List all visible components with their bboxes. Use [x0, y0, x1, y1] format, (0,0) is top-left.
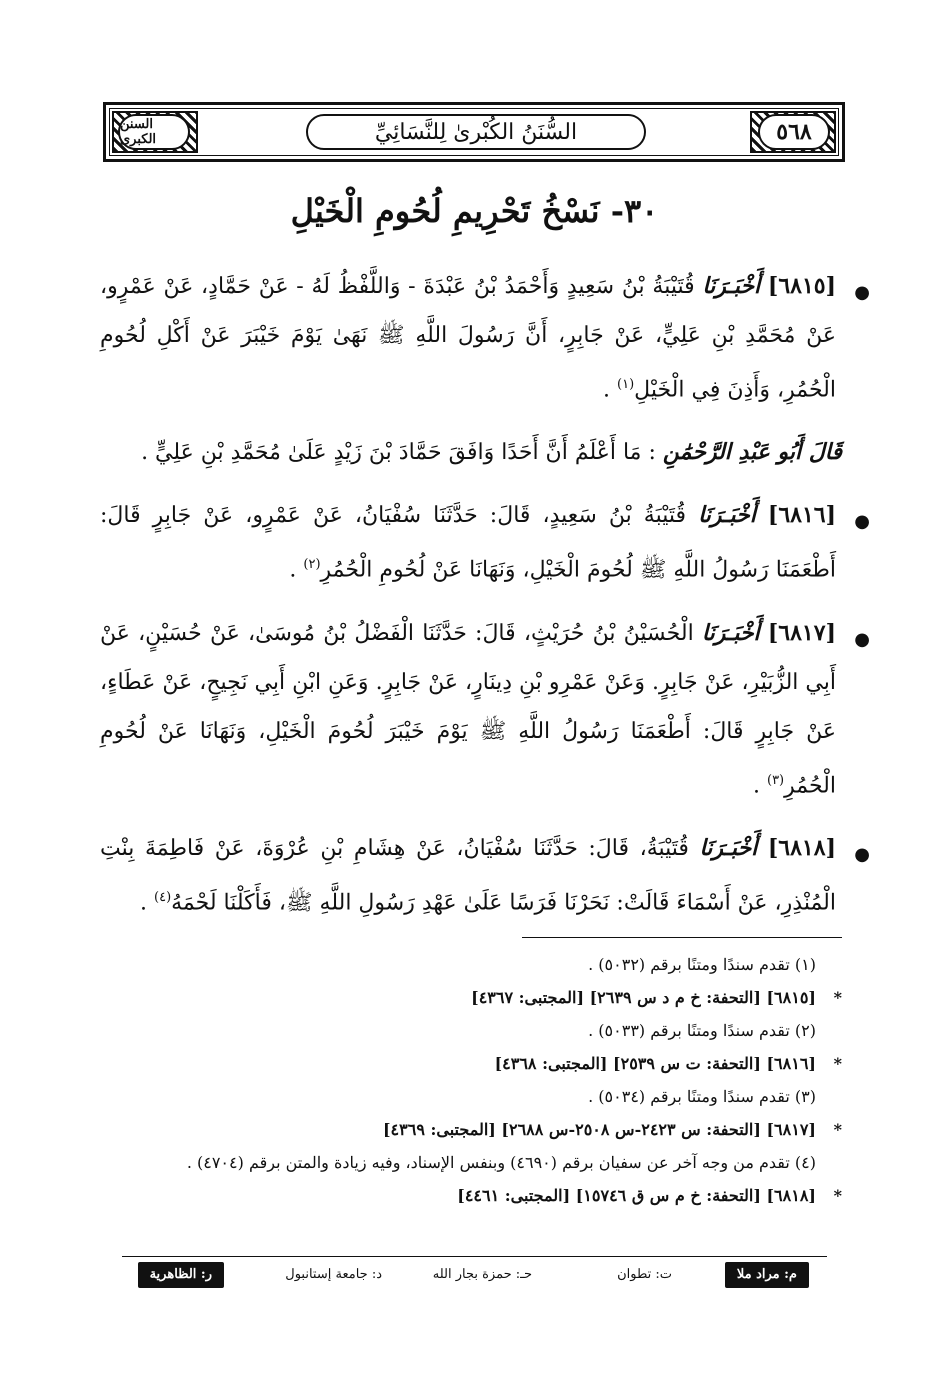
hadith-6815	[100, 262, 870, 414]
footnote-mark: (١)	[617, 377, 635, 392]
bullet-icon: ●	[854, 628, 870, 650]
footnote-4: (٤) تقدم من وجه آخر عن سفيان برقم (٤٦٩٠) وبنفس الإسناد، وفيه زيادة والمتن برقم (٤٧٠٤) .	[186, 1153, 816, 1172]
akhbarana: أَخْبَـرَنَا	[699, 834, 758, 861]
hadith-end: .	[603, 377, 611, 403]
tuhfa-ref-6815	[100, 981, 842, 1014]
footnote-mark: (٤)	[154, 889, 172, 905]
ref-text: [٦٨١٧] [التحفة: س ٢٤٢٣-س ٢٥٠٨-س ٢٦٨٨] [المجتبى: ٤٣٦٩]	[382, 1120, 816, 1139]
seal-cartouche	[118, 114, 190, 150]
siglum-h: حـ: حمزة بجار الله	[432, 1267, 532, 1282]
siglum-t: ت: تطوان	[617, 1267, 672, 1282]
hadith-text: قُتَيْبَةُ بْنُ سَعِيدٍ وَأَحْمَدُ بْنُ عَبْدَةَ - وَاللَّفْظُ لَهُ - عَنْ حَمَّادٍ، عَنْ عَمْرٍو، عَنْ مُحَمَّدِ بْنِ عَلِيٍّ، عَنْ جَابِرٍ، أَنَّ رَسُولَ اللَّهِ ﷺ نَهَىٰ يَوْمَ خَيْبَرَ عَنْ أَكْلِ لُحُومِ الْحُمُرِ، وَأَذِنَ فِي الْخَيْلِ	[100, 274, 836, 403]
footnote-divider	[522, 937, 842, 938]
qal-abu-abdurrahman	[100, 428, 842, 477]
bullet-icon: ●	[854, 511, 870, 533]
chapter-title: ٣٠- نَسْخُ تَحْرِيمِ لُحُومِ الْخَيْلِ	[290, 192, 659, 230]
hadith-end: .	[752, 772, 760, 798]
page-number: ٥٦٨	[776, 119, 812, 145]
akhbarana: أَخْبَـرَنَا	[698, 502, 756, 529]
tuhfa-ref-6817	[100, 1113, 842, 1146]
hadith-number: [٦٨١٨]	[767, 834, 836, 861]
title-cartouche	[306, 114, 646, 150]
hadith-number: [٦٨١٧]	[767, 619, 836, 646]
manuscript-sigla	[122, 1262, 827, 1292]
tuhfa-ref-6818	[100, 1179, 842, 1212]
hadith-number: [٦٨١٦]	[767, 502, 837, 529]
siglum-r: ر: الظاهرية	[138, 1262, 224, 1288]
qal-lead: قَالَ أَبُو عَبْدِ الرَّحْمَٰنِ	[662, 439, 842, 466]
siglum-d: د: جامعة إستانبول	[285, 1267, 382, 1282]
footnote-1: (١) تقدم سندًا ومتنًا برقم (٥٠٣٢) .	[588, 955, 816, 974]
footnotes	[100, 948, 842, 1212]
ref-text: [٦٨١٥] [التحفة: خ م د س ٢٦٣٩] [المجتبى: ٤٣٦٧]	[471, 988, 816, 1007]
hadith-text: الْحُسَيْنُ بْنُ حُرَيْثٍ، قَالَ: حَدَّثَنَا الْفَضْلُ بْنُ مُوسَىٰ، عَنْ حُسَيْنٍ، عَنْ أَبِي الزُّبَيْرِ، عَنْ جَابِرٍ. وَعَنْ عَمْرِو بْنِ دِينَارٍ، عَنْ جَابِرٍ. وَعَنِ ابْنِ أَبِي نَجِيحٍ، عَنْ عَطَاءٍ، عَنْ جَابِرٍ قَالَ: أَطْعَمَنَا رَسُولُ اللَّهِ ﷺ يَوْمَ خَيْبَرَ لُحُومَ الْخَيْلِ، وَنَهَانَا عَنْ لُحُومِ الْحُمُرِ	[100, 620, 836, 798]
footnote-2: (٢) تقدم سندًا ومتنًا برقم (٥٠٣٣) .	[588, 1021, 816, 1040]
star-icon: *	[833, 1054, 842, 1073]
qal-text: : مَا أَعْلَمُ أَنَّ أَحَدًا وَافَقَ حَمَّادَ بْنَ زَيْدٍ عَلَىٰ مُحَمَّدِ بْنِ عَلِيٍّ .	[141, 440, 656, 466]
page-number-cartouche	[758, 114, 830, 150]
star-icon: *	[833, 1120, 842, 1139]
footnote-mark: (٢)	[303, 557, 321, 573]
star-icon: *	[833, 988, 842, 1007]
ref-text: [٦٨١٨] [التحفة: خ م س ق ١٥٧٤٦] [المجتبى: ٤٤٦١]	[457, 1186, 816, 1205]
footnote-mark: (٣)	[766, 772, 785, 788]
hadith-number: [٦٨١٥]	[767, 273, 836, 299]
bullet-icon: ●	[854, 843, 870, 865]
footnote-3: (٣) تقدم سندًا ومتنًا برقم (٥٠٣٤) .	[588, 1087, 816, 1106]
bullet-icon: ●	[854, 282, 870, 303]
star-icon: *	[833, 1186, 842, 1205]
hadith-end: .	[140, 890, 147, 916]
akhbarana: أَخْبَـرَنَا	[702, 273, 761, 299]
book-seal: السنن الكبرى	[120, 117, 157, 147]
book-title: السُّنَنُ الكُبْرىٰ لِلنَّسَائِيِّ	[374, 119, 578, 145]
hadith-end: .	[289, 557, 297, 583]
akhbarana: أَخْبَـرَنَا	[701, 619, 760, 646]
siglum-m: م: مراد ملا	[725, 1262, 809, 1288]
footer-divider	[122, 1256, 827, 1257]
ref-text: [٦٨١٦] [التحفة: ت س ٢٥٣٩] [المجتبى: ٤٣٦٨]	[494, 1054, 816, 1073]
hadith-6818	[100, 824, 870, 927]
page-header	[103, 102, 845, 162]
hadith-text: قُتَيْبَةُ بْنُ سَعِيدٍ، قَالَ: حَدَّثَنَا سُفْيَانُ، عَنْ عَمْرٍو، عَنْ جَابِرٍ قَالَ: أَطْعَمَنَا رَسُولُ اللَّهِ ﷺ لُحُومَ الْخَيْلِ، وَنَهَانَا عَنْ لُحُومِ الْحُمُرِ	[100, 503, 836, 583]
hadith-6817	[100, 609, 870, 810]
tuhfa-ref-6816	[100, 1047, 842, 1080]
hadith-body	[100, 262, 870, 941]
hadith-text: قُتَيْبَةُ، قَالَ: حَدَّثَنَا سُفْيَانُ، عَنْ هِشَامِ بْنِ عُرْوَةَ، عَنْ فَاطِمَةَ بِنْتِ الْمُنْذِرِ، عَنْ أَسْمَاءَ قَالَتْ: نَحَرْنَا فَرَسًا عَلَىٰ عَهْدِ رَسُولِ اللَّهِ ﷺ، فَأَكَلْنَا لَحْمَهُ	[100, 835, 836, 916]
hadith-6816	[100, 491, 870, 594]
